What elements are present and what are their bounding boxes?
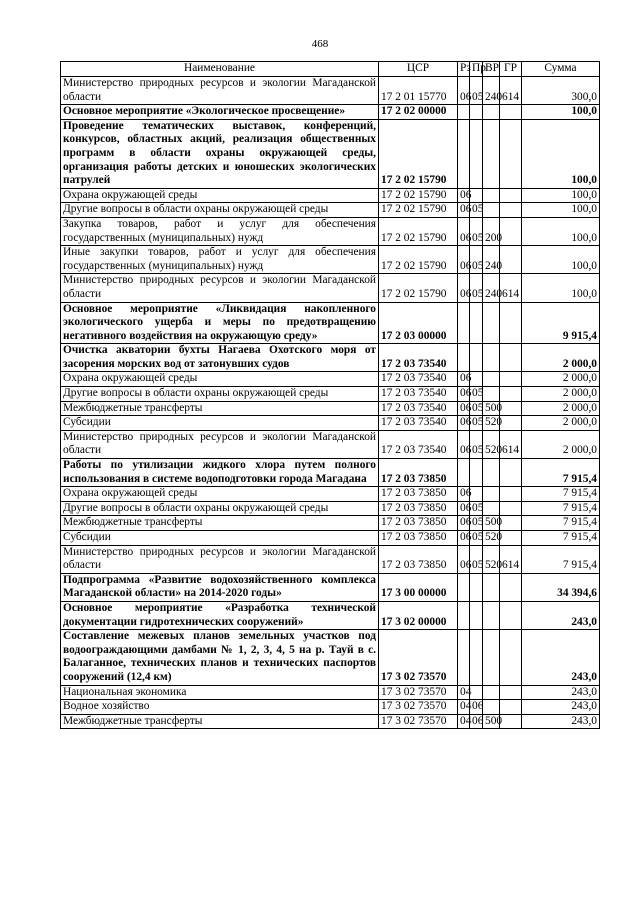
cell-sum: 34 394,6 — [522, 573, 600, 601]
cell-gr — [500, 344, 522, 372]
cell-name: Субсидии — [61, 416, 379, 431]
cell-vr — [483, 344, 500, 372]
cell-csr: 17 2 03 73850 — [379, 487, 458, 502]
cell-vr — [483, 372, 500, 387]
cell-name: Межбюджетные трансферты — [61, 516, 379, 531]
cell-name: Составление межевых планов земельных участков под водоограждающими дамбами № 1, 2, 3, 4, 5 на р. Тауй в с. Балаганное, технических планов и технических паспортов сооружений (12,4 км) — [61, 630, 379, 685]
table-row — [61, 601, 600, 629]
cell-pr: 05 — [470, 203, 483, 218]
cell-name: Министерство природных ресурсов и экологии Магаданской области — [61, 77, 379, 105]
cell-pr: 05 — [470, 387, 483, 402]
cell-vr: 520 — [483, 531, 500, 546]
cell-csr: 17 2 03 73540 — [379, 344, 458, 372]
cell-pr — [470, 685, 483, 700]
cell-name: Водное хозяйство — [61, 700, 379, 715]
cell-name: Охрана окружающей среды — [61, 188, 379, 203]
cell-name: Другие вопросы в области охраны окружающей среды — [61, 203, 379, 218]
cell-name: Работы по утилизации жидкого хлора путем полного использования в системе водоподготовки города Магадана — [61, 459, 379, 487]
header-vr: ВР — [483, 62, 500, 77]
cell-pr — [470, 573, 483, 601]
cell-vr — [483, 601, 500, 629]
header-name: Наименование — [61, 62, 379, 77]
cell-gr — [500, 531, 522, 546]
cell-rz: 06 — [458, 516, 470, 531]
cell-sum: 243,0 — [522, 630, 600, 685]
table-row — [61, 372, 600, 387]
cell-rz: 06 — [458, 531, 470, 546]
table-row — [61, 77, 600, 105]
cell-vr — [483, 700, 500, 715]
cell-vr: 520 — [483, 545, 500, 573]
cell-pr: 05 — [470, 430, 483, 458]
cell-sum: 7 915,4 — [522, 545, 600, 573]
cell-sum: 100,0 — [522, 203, 600, 218]
cell-vr — [483, 501, 500, 516]
cell-gr — [500, 700, 522, 715]
table-row — [61, 685, 600, 700]
cell-vr — [483, 459, 500, 487]
cell-sum: 2 000,0 — [522, 344, 600, 372]
cell-sum: 7 915,4 — [522, 501, 600, 516]
cell-rz: 06 — [458, 217, 470, 245]
cell-sum: 7 915,4 — [522, 516, 600, 531]
header-gr: ГР — [500, 62, 522, 77]
cell-vr: 500 — [483, 401, 500, 416]
cell-vr: 200 — [483, 217, 500, 245]
cell-name: Другие вопросы в области охраны окружающей среды — [61, 501, 379, 516]
cell-pr — [470, 344, 483, 372]
cell-name: Иные закупки товаров, работ и услуг для обеспечения государственных (муниципальных) нужд — [61, 246, 379, 274]
cell-vr — [483, 685, 500, 700]
cell-rz: 06 — [458, 545, 470, 573]
cell-csr: 17 3 02 73570 — [379, 714, 458, 729]
cell-rz — [458, 105, 470, 120]
cell-name: Закупка товаров, работ и услуг для обеспечения государственных (муниципальных) нужд — [61, 217, 379, 245]
cell-sum: 100,0 — [522, 188, 600, 203]
cell-gr — [500, 188, 522, 203]
cell-gr: 614 — [500, 545, 522, 573]
cell-sum: 7 915,4 — [522, 459, 600, 487]
cell-sum: 100,0 — [522, 105, 600, 120]
cell-name: Охрана окружающей среды — [61, 372, 379, 387]
cell-rz — [458, 459, 470, 487]
cell-gr — [500, 516, 522, 531]
cell-rz — [458, 344, 470, 372]
cell-sum: 2 000,0 — [522, 372, 600, 387]
cell-rz: 04 — [458, 685, 470, 700]
table-row — [61, 714, 600, 729]
cell-rz: 06 — [458, 387, 470, 402]
cell-sum: 243,0 — [522, 700, 600, 715]
cell-csr: 17 2 02 15790 — [379, 274, 458, 302]
cell-rz — [458, 601, 470, 629]
cell-csr: 17 2 03 73540 — [379, 416, 458, 431]
cell-name: Министерство природных ресурсов и экологии Магаданской области — [61, 430, 379, 458]
table-row — [61, 630, 600, 685]
cell-csr: 17 2 02 15790 — [379, 188, 458, 203]
cell-pr — [470, 487, 483, 502]
cell-sum: 100,0 — [522, 274, 600, 302]
cell-gr — [500, 714, 522, 729]
table-row — [61, 217, 600, 245]
cell-sum: 243,0 — [522, 685, 600, 700]
cell-gr — [500, 601, 522, 629]
cell-pr: 05 — [470, 416, 483, 431]
cell-gr: 614 — [500, 274, 522, 302]
header-sum: Сумма — [522, 62, 600, 77]
cell-csr: 17 3 02 73570 — [379, 685, 458, 700]
table-row — [61, 430, 600, 458]
cell-pr — [470, 601, 483, 629]
cell-sum: 7 915,4 — [522, 531, 600, 546]
table-row — [61, 531, 600, 546]
cell-csr: 17 2 03 73540 — [379, 372, 458, 387]
cell-gr: 614 — [500, 77, 522, 105]
cell-pr — [470, 188, 483, 203]
cell-vr: 240 — [483, 246, 500, 274]
cell-rz: 06 — [458, 487, 470, 502]
table-row — [61, 416, 600, 431]
cell-gr — [500, 105, 522, 120]
cell-gr: 614 — [500, 430, 522, 458]
cell-name: Основное мероприятие «Экологическое просвещение» — [61, 105, 379, 120]
cell-pr: 05 — [470, 531, 483, 546]
cell-sum: 2 000,0 — [522, 416, 600, 431]
table-row — [61, 700, 600, 715]
cell-name: Межбюджетные трансферты — [61, 401, 379, 416]
cell-vr — [483, 630, 500, 685]
cell-gr — [500, 203, 522, 218]
cell-vr — [483, 487, 500, 502]
header-csr: ЦСР — [379, 62, 458, 77]
cell-name: Основное мероприятие «Разработка технической документации гидротехнических сооружений» — [61, 601, 379, 629]
cell-name: Субсидии — [61, 531, 379, 546]
budget-table — [60, 61, 600, 729]
header-pr: Пр — [470, 62, 483, 77]
cell-vr — [483, 203, 500, 218]
cell-vr — [483, 119, 500, 188]
table-row — [61, 387, 600, 402]
cell-gr — [500, 246, 522, 274]
cell-gr — [500, 459, 522, 487]
table-body — [61, 77, 600, 729]
cell-sum: 100,0 — [522, 217, 600, 245]
cell-pr — [470, 302, 483, 344]
cell-vr — [483, 105, 500, 120]
cell-sum: 100,0 — [522, 246, 600, 274]
table-row — [61, 516, 600, 531]
cell-name: Другие вопросы в области охраны окружающей среды — [61, 387, 379, 402]
cell-pr — [470, 105, 483, 120]
cell-csr: 17 2 03 73850 — [379, 516, 458, 531]
cell-name: Национальная экономика — [61, 685, 379, 700]
cell-name: Основное мероприятие «Ликвидация накопленного экологического ущерба и меры по предотвращению негативного воздействия на окружающую среду» — [61, 302, 379, 344]
cell-sum: 2 000,0 — [522, 401, 600, 416]
cell-gr — [500, 372, 522, 387]
cell-rz: 06 — [458, 501, 470, 516]
cell-pr: 05 — [470, 217, 483, 245]
header-rz: Рз — [458, 62, 470, 77]
cell-pr: 05 — [470, 77, 483, 105]
cell-pr — [470, 372, 483, 387]
cell-csr: 17 2 02 15790 — [379, 246, 458, 274]
table-row — [61, 344, 600, 372]
cell-pr: 05 — [470, 401, 483, 416]
cell-rz: 04 — [458, 700, 470, 715]
cell-gr — [500, 401, 522, 416]
table-row — [61, 545, 600, 573]
cell-sum: 9 915,4 — [522, 302, 600, 344]
cell-vr: 520 — [483, 430, 500, 458]
cell-vr: 240 — [483, 77, 500, 105]
table-row — [61, 501, 600, 516]
cell-csr: 17 3 02 73570 — [379, 630, 458, 685]
cell-name: Межбюджетные трансферты — [61, 714, 379, 729]
cell-name: Подпрограмма «Развитие водохозяйственного комплекса Магаданской области» на 2014-2020 годы» — [61, 573, 379, 601]
cell-sum: 100,0 — [522, 119, 600, 188]
cell-rz: 06 — [458, 274, 470, 302]
cell-gr — [500, 302, 522, 344]
cell-sum: 2 000,0 — [522, 387, 600, 402]
cell-csr: 17 2 03 00000 — [379, 302, 458, 344]
cell-rz: 06 — [458, 401, 470, 416]
cell-gr — [500, 501, 522, 516]
cell-vr — [483, 302, 500, 344]
cell-vr: 500 — [483, 516, 500, 531]
cell-name: Охрана окружающей среды — [61, 487, 379, 502]
cell-csr: 17 2 02 00000 — [379, 105, 458, 120]
cell-csr: 17 2 03 73850 — [379, 531, 458, 546]
cell-rz: 04 — [458, 714, 470, 729]
cell-csr: 17 2 02 15790 — [379, 203, 458, 218]
cell-csr: 17 2 03 73540 — [379, 401, 458, 416]
cell-csr: 17 2 03 73850 — [379, 501, 458, 516]
cell-rz: 06 — [458, 246, 470, 274]
table-row — [61, 302, 600, 344]
cell-csr: 17 2 03 73540 — [379, 387, 458, 402]
cell-gr — [500, 387, 522, 402]
cell-pr: 06 — [470, 700, 483, 715]
cell-gr — [500, 573, 522, 601]
table-row — [61, 119, 600, 188]
cell-rz: 06 — [458, 372, 470, 387]
cell-pr: 05 — [470, 501, 483, 516]
cell-gr — [500, 630, 522, 685]
table-row — [61, 203, 600, 218]
cell-pr — [470, 459, 483, 487]
cell-pr: 06 — [470, 714, 483, 729]
cell-csr: 17 2 01 15770 — [379, 77, 458, 105]
cell-vr — [483, 573, 500, 601]
table-row — [61, 459, 600, 487]
cell-pr: 05 — [470, 246, 483, 274]
table-row — [61, 246, 600, 274]
cell-sum: 300,0 — [522, 77, 600, 105]
page-number: 468 — [311, 38, 329, 50]
table-row — [61, 274, 600, 302]
cell-rz — [458, 630, 470, 685]
cell-gr — [500, 685, 522, 700]
cell-vr — [483, 188, 500, 203]
cell-csr: 17 3 02 00000 — [379, 601, 458, 629]
cell-rz — [458, 119, 470, 188]
table-header-row — [61, 62, 600, 77]
cell-name: Проведение тематических выставок, конференций, конкурсов, областных акций, реализация общественных программ в области охраны окружающей среды, организация работы детских и юношеских экологических патрулей — [61, 119, 379, 188]
table-row — [61, 573, 600, 601]
cell-rz: 06 — [458, 430, 470, 458]
cell-csr: 17 2 03 73850 — [379, 545, 458, 573]
cell-gr — [500, 487, 522, 502]
cell-name: Министерство природных ресурсов и экологии Магаданской области — [61, 545, 379, 573]
cell-pr — [470, 630, 483, 685]
cell-csr: 17 2 02 15790 — [379, 217, 458, 245]
cell-csr: 17 2 02 15790 — [379, 119, 458, 188]
cell-pr — [470, 119, 483, 188]
cell-csr: 17 2 03 73540 — [379, 430, 458, 458]
table-row — [61, 487, 600, 502]
cell-name: Министерство природных ресурсов и экологии Магаданской области — [61, 274, 379, 302]
cell-vr — [483, 387, 500, 402]
cell-csr: 17 3 00 00000 — [379, 573, 458, 601]
cell-vr: 500 — [483, 714, 500, 729]
cell-pr: 05 — [470, 516, 483, 531]
cell-pr: 05 — [470, 274, 483, 302]
cell-sum: 7 915,4 — [522, 487, 600, 502]
cell-vr: 240 — [483, 274, 500, 302]
cell-csr: 17 3 02 73570 — [379, 700, 458, 715]
cell-sum: 243,0 — [522, 601, 600, 629]
cell-sum: 2 000,0 — [522, 430, 600, 458]
table-row — [61, 188, 600, 203]
table-row — [61, 401, 600, 416]
cell-rz: 06 — [458, 77, 470, 105]
cell-sum: 243,0 — [522, 714, 600, 729]
cell-name: Очистка акватории бухты Нагаева Охотского моря от засорения морских вод от затонувших судов — [61, 344, 379, 372]
cell-rz — [458, 573, 470, 601]
cell-csr: 17 2 03 73850 — [379, 459, 458, 487]
cell-gr — [500, 119, 522, 188]
table-row — [61, 105, 600, 120]
cell-rz: 06 — [458, 203, 470, 218]
cell-gr — [500, 416, 522, 431]
cell-gr — [500, 217, 522, 245]
cell-vr: 520 — [483, 416, 500, 431]
cell-pr: 05 — [470, 545, 483, 573]
cell-rz — [458, 302, 470, 344]
cell-rz: 06 — [458, 188, 470, 203]
cell-rz: 06 — [458, 416, 470, 431]
